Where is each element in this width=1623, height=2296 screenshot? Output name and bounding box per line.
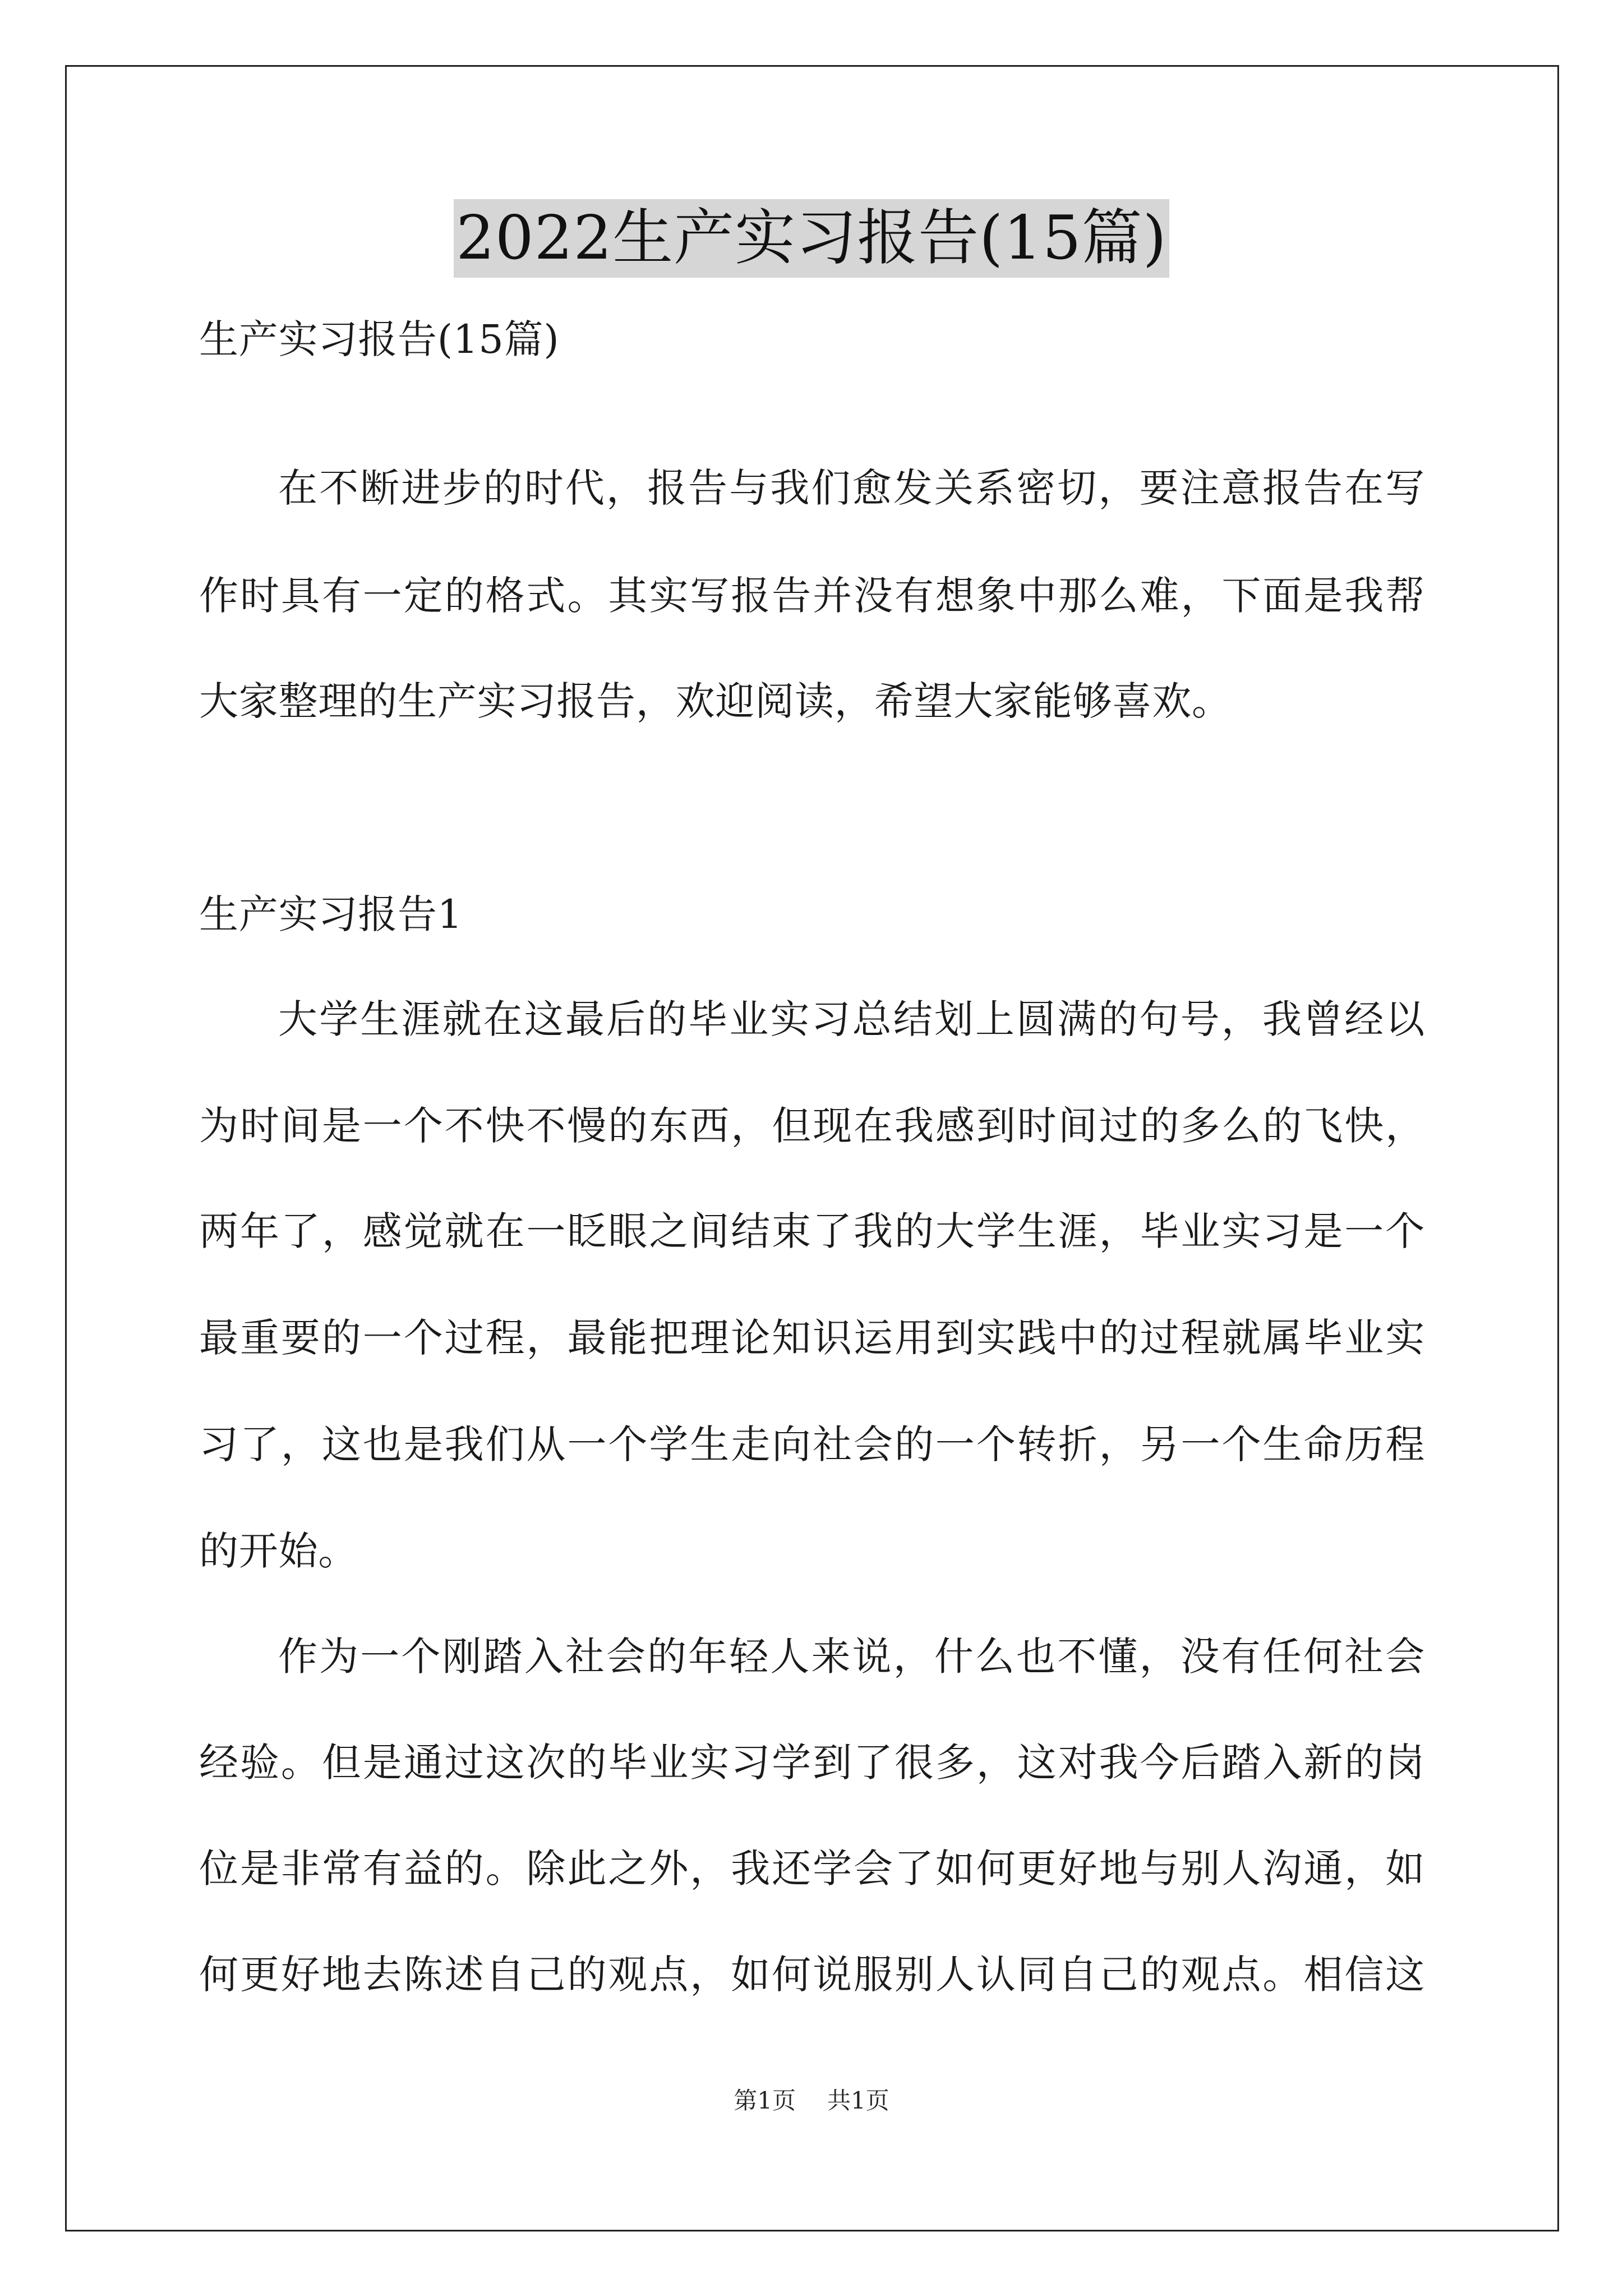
para1-line-2: 为时间是一个不快不慢的东西，但现在我感到时间过的多么的飞快， <box>199 1103 1425 1149</box>
page-number: 第1页 <box>734 2087 796 2114</box>
para2-line-4: 何更好地去陈述自己的观点，如何说服别人认同自己的观点。相信这 <box>199 1952 1425 1998</box>
title-container <box>0 199 1623 278</box>
intro-line-2: 作时具有一定的格式。其实写报告并没有想象中那么难，下面是我帮 <box>199 573 1425 619</box>
intro-line-3: 大家整理的生产实习报告，欢迎阅读，希望大家能够喜欢。 <box>199 678 1232 724</box>
para2-line-1: 作为一个刚踏入社会的年轻人来说，什么也不懂，没有任何社会 <box>278 1634 1425 1680</box>
para2-line-2: 经验。但是通过这次的毕业实习学到了很多，这对我今后踏入新的岗 <box>199 1740 1425 1786</box>
document-title: 2022生产实习报告(15篇) <box>454 199 1169 278</box>
subtitle: 生产实习报告(15篇) <box>199 316 560 362</box>
page-footer <box>0 2084 1623 2118</box>
section-heading: 生产实习报告1 <box>199 891 463 937</box>
para1-line-4: 最重要的一个过程，最能把理论知识运用到实践中的过程就属毕业实 <box>199 1315 1425 1361</box>
para1-line-6: 的开始。 <box>199 1528 358 1574</box>
para2-line-3: 位是非常有益的。除此之外，我还学会了如何更好地与别人沟通，如 <box>199 1846 1425 1892</box>
page-total: 共1页 <box>827 2087 889 2114</box>
para1-line-3: 两年了，感觉就在一眨眼之间结束了我的大学生涯，毕业实习是一个 <box>199 1208 1425 1254</box>
para1-line-5: 习了，这也是我们从一个学生走向社会的一个转折，另一个生命历程 <box>199 1421 1425 1467</box>
para1-line-1: 大学生涯就在这最后的毕业实习总结划上圆满的句号，我曾经以 <box>278 996 1425 1042</box>
intro-line-1: 在不断进步的时代，报告与我们愈发关系密切，要注意报告在写 <box>278 465 1425 511</box>
